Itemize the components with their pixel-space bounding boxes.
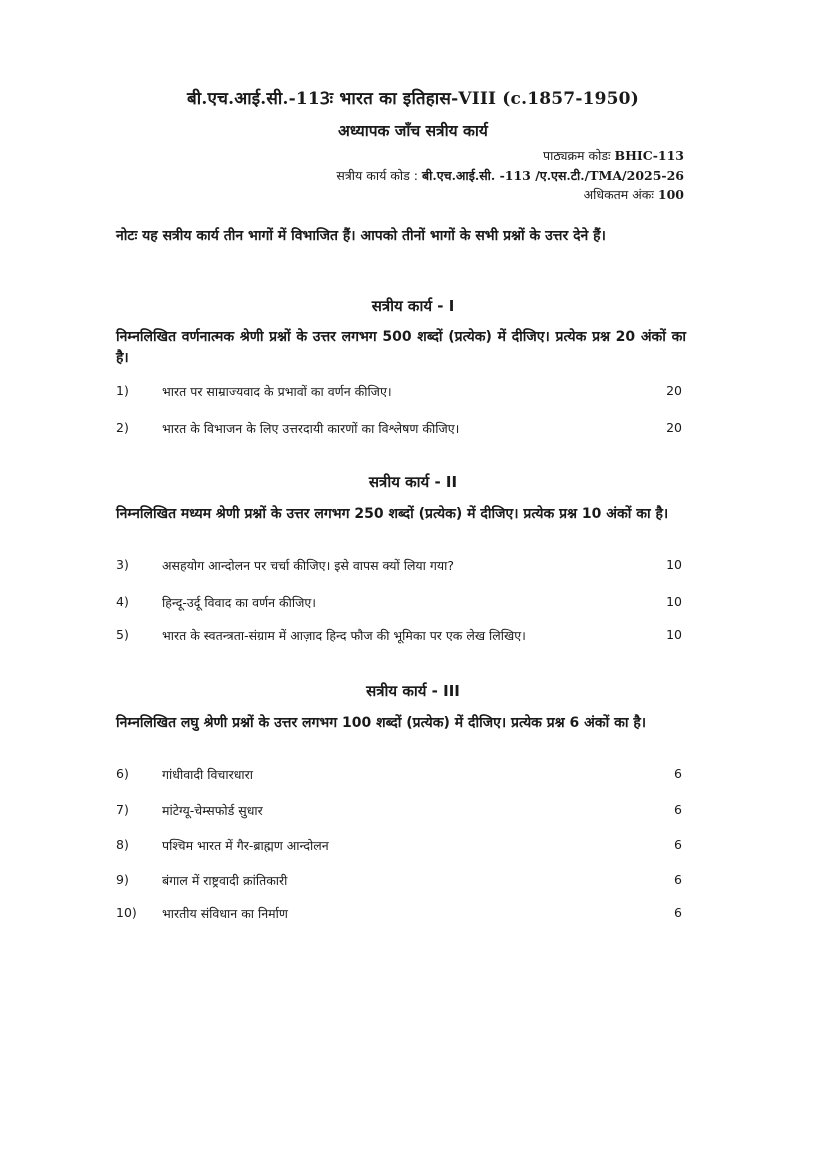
question-text: मांटेग्यू-चेम्सफोर्ड सुधार [162,803,263,818]
assignment-code-label: सत्रीय कार्य कोड : [336,168,419,183]
question-number: 6) [116,766,129,781]
question-text: भारतीय संविधान का निर्माण [162,906,288,921]
question-text: हिन्दू-उर्दू विवाद का वर्णन कीजिए। [162,595,317,610]
question-number: 9) [116,872,129,887]
question-item [116,627,686,647]
question-item [116,802,686,822]
question-marks: 6 [674,766,682,781]
question-text: भारत के विभाजन के लिए उत्तरदायी कारणों का विश्लेषण कीजिए। [162,421,460,436]
question-marks: 10 [666,557,682,572]
question-number: 1) [116,383,129,398]
question-text: असहयोग आन्दोलन पर चर्चा कीजिए। इसे वापस क्यों लिया गया? [162,558,455,573]
question-number: 4) [116,594,129,609]
question-marks: 20 [666,383,682,398]
question-item [116,905,686,925]
page-subtitle: अध्यापक जाँच सत्रीय कार्य [338,121,488,140]
question-number: 3) [116,557,129,572]
course-code-label: पाठ्यक्रम कोडः [543,148,611,163]
question-marks: 10 [666,627,682,642]
question-item [116,766,686,786]
section-instruction-1: निम्नलिखित वर्णनात्मक श्रेणी प्रश्नों के उत्तर लगभग 500 शब्दों (प्रत्येक) में दीजिए। प्रत्येक प्रश्न 20 अंकों का है। [116,329,686,366]
question-marks: 10 [666,594,682,609]
question-marks: 6 [674,905,682,920]
question-marks: 6 [674,802,682,817]
assignment-code-value: बी.एच.आई.सी. -113 /ए.एस.टी./TMA/2025-26 [422,168,684,183]
question-marks: 6 [674,872,682,887]
question-marks: 6 [674,837,682,852]
question-number: 7) [116,802,129,817]
section-heading-3: सत्रीय कार्य - III [366,682,460,700]
max-marks [584,186,684,203]
section-instruction-3: निम्नलिखित लघु श्रेणी प्रश्नों के उत्तर लगभग 100 शब्दों (प्रत्येक) में दीजिए। प्रत्येक प्रश्न 6 अंकों का है। [116,715,647,731]
section-instruction-2: निम्नलिखित मध्यम श्रेणी प्रश्नों के उत्तर लगभग 250 शब्दों (प्रत्येक) में दीजिए। प्रत्येक प्रश्न 10 अंकों का है। [116,506,669,522]
course-code-value: BHIC-113 [614,148,684,163]
section-heading-1: सत्रीय कार्य - I [371,297,455,315]
question-text: बंगाल में राष्ट्रवादी क्रांतिकारी [162,873,288,888]
question-text: भारत पर साम्राज्यवाद के प्रभावों का वर्णन कीजिए। [162,384,392,399]
question-item [116,383,686,403]
question-item [116,557,686,577]
question-text: भारत के स्वतन्त्रता-संग्राम में आज़ाद हिन्द फौज की भूमिका पर एक लेख लिखिए। [162,628,526,643]
question-item [116,420,686,440]
page-title: बी.एच.आई.सी.-113ः भारत का इतिहास-VIII (c.1857-1950) [187,89,639,109]
question-text: गांधीवादी विचारधारा [162,767,253,782]
question-number: 5) [116,627,129,642]
question-number: 8) [116,837,129,852]
question-item [116,837,686,857]
max-marks-label: अधिकतम अंकः [583,187,654,202]
question-item [116,594,686,614]
section-heading-2: सत्रीय कार्य - II [368,473,458,491]
assignment-code [336,167,684,184]
note-paragraph: नोटः यह सत्रीय कार्य तीन भागों में विभाजित हैं। आपको तीनों भागों के सभी प्रश्नों के उत्तर देने हैं। [116,228,606,244]
course-code [543,147,684,164]
max-marks-value: 100 [657,187,684,202]
question-item [116,872,686,892]
question-marks: 20 [666,420,682,435]
question-number: 10) [116,905,137,920]
question-number: 2) [116,420,129,435]
question-text: पश्चिम भारत में गैर-ब्राह्मण आन्दोलन [162,838,329,853]
